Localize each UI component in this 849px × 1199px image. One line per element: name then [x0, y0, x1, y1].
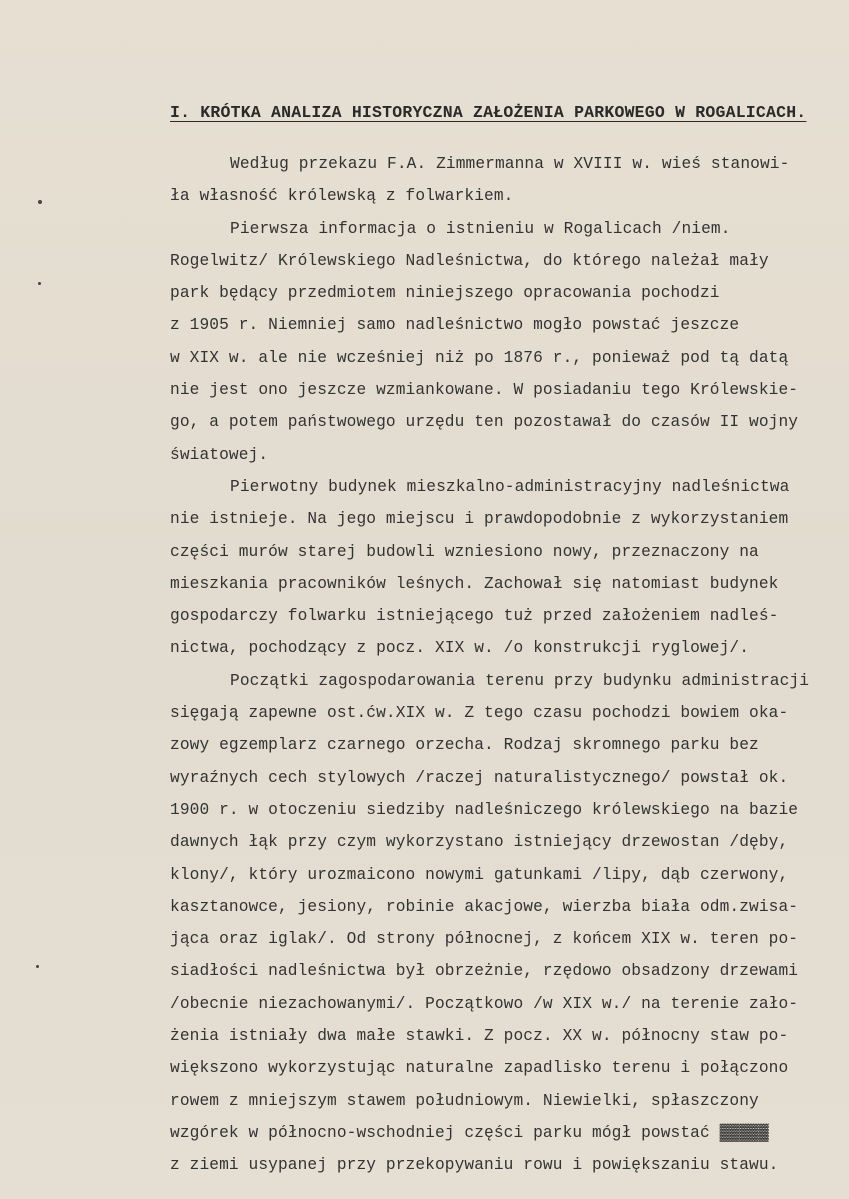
- margin-mark: [38, 282, 41, 285]
- text-line: mieszkania pracowników leśnych. Zachował się natomiast budynek: [170, 574, 779, 593]
- text-line: światowej.: [170, 445, 269, 464]
- text-line: klony/, który urozmaicono nowymi gatunkami /lipy, dąb czerwony,: [170, 865, 789, 884]
- text-line: sięgają zapewne ost.ćw.XIX w. Z tego czasu pochodzi bowiem oka-: [170, 704, 789, 723]
- text-line: ła własność królewską z folwarkiem.: [170, 187, 514, 206]
- text-line: gospodarczy folwarku istniejącego tuż przed założeniem nadleś-: [170, 607, 779, 626]
- text-line: z ziemi usypanej przy przekopywaniu rowu i powiększaniu stawu.: [170, 1156, 779, 1175]
- text-line: Początki zagospodarowania terenu przy budynku administracji: [230, 671, 810, 690]
- text-line: rowem z mniejszym stawem południowym. Niewielki, spłaszczony: [170, 1091, 759, 1110]
- text-line: /obecnie niezachowanymi/. Początkowo /w XIX w./ na terenie zało-: [170, 994, 799, 1013]
- text-line: Pierwsza informacja o istnieniu w Rogalicach /niem.: [230, 219, 731, 238]
- document-body: [170, 148, 849, 1182]
- text-line: nictwa, pochodzący z pocz. XIX w. /o konstrukcji ryglowej/.: [170, 639, 750, 658]
- text-line: nie istnieje. Na jego miejscu i prawdopodobnie z wykorzystaniem: [170, 510, 789, 529]
- margin-mark: [38, 200, 42, 204]
- text-line: wyraźnych cech stylowych /raczej naturalistycznego/ powstał ok.: [170, 768, 789, 787]
- document-title: I. KRÓTKA ANALIZA HISTORYCZNA ZAŁOŻENIA PARKOWEGO W ROGALICACH.: [170, 103, 807, 122]
- text-line: wzgórek w północno-wschodniej części parku mógł powstać ▓▓▓▓▓: [170, 1123, 769, 1142]
- text-line: 1900 r. w otoczeniu siedziby nadleśniczego królewskiego na bazie: [170, 800, 799, 819]
- text-line: z 1905 r. Niemniej samo nadleśnictwo mogło powstać jeszcze: [170, 316, 740, 335]
- text-line: Pierwotny budynek mieszkalno-administracyjny nadleśnictwa: [230, 477, 790, 496]
- text-line: Według przekazu F.A. Zimmermanna w XVIII w. wieś stanowi-: [230, 155, 790, 173]
- text-line: kasztanowce, jesiony, robinie akacjowe, wierzba biała odm.zwisa-: [170, 897, 799, 916]
- text-line: części murów starej budowli wzniesiono nowy, przeznaczony na: [170, 542, 759, 561]
- text-line: w XIX w. ale nie wcześniej niż po 1876 r., ponieważ pod tą datą: [170, 348, 789, 367]
- text-line: zowy egzemplarz czarnego orzecha. Rodzaj skromnego parku bez: [170, 736, 759, 755]
- text-line: większono wykorzystując naturalne zapadlisko terenu i połączono: [170, 1059, 789, 1078]
- text-line: go, a potem państwowego urzędu ten pozostawał do czasów II wojny: [170, 413, 799, 432]
- text-line: żenia istniały dwa małe stawki. Z pocz. XX w. północny staw po-: [170, 1027, 789, 1046]
- text-line: Rogelwitz/ Królewskiego Nadleśnictwa, do którego należał mały: [170, 251, 769, 270]
- text-line: jąca oraz iglak/. Od strony północnej, z końcem XIX w. teren po-: [170, 930, 799, 949]
- text-line: dawnych łąk przy czym wykorzystano istniejący drzewostan /dęby,: [170, 833, 789, 852]
- text-line: park będący przedmiotem niniejszego opracowania pochodzi: [170, 284, 720, 303]
- margin-mark: [36, 965, 39, 968]
- text-line: siadłości nadleśnictwa był obrzeżnie, rzędowo obsadzony drzewami: [170, 962, 799, 981]
- text-line: nie jest ono jeszcze wzmiankowane. W posiadaniu tego Królewskie-: [170, 381, 799, 400]
